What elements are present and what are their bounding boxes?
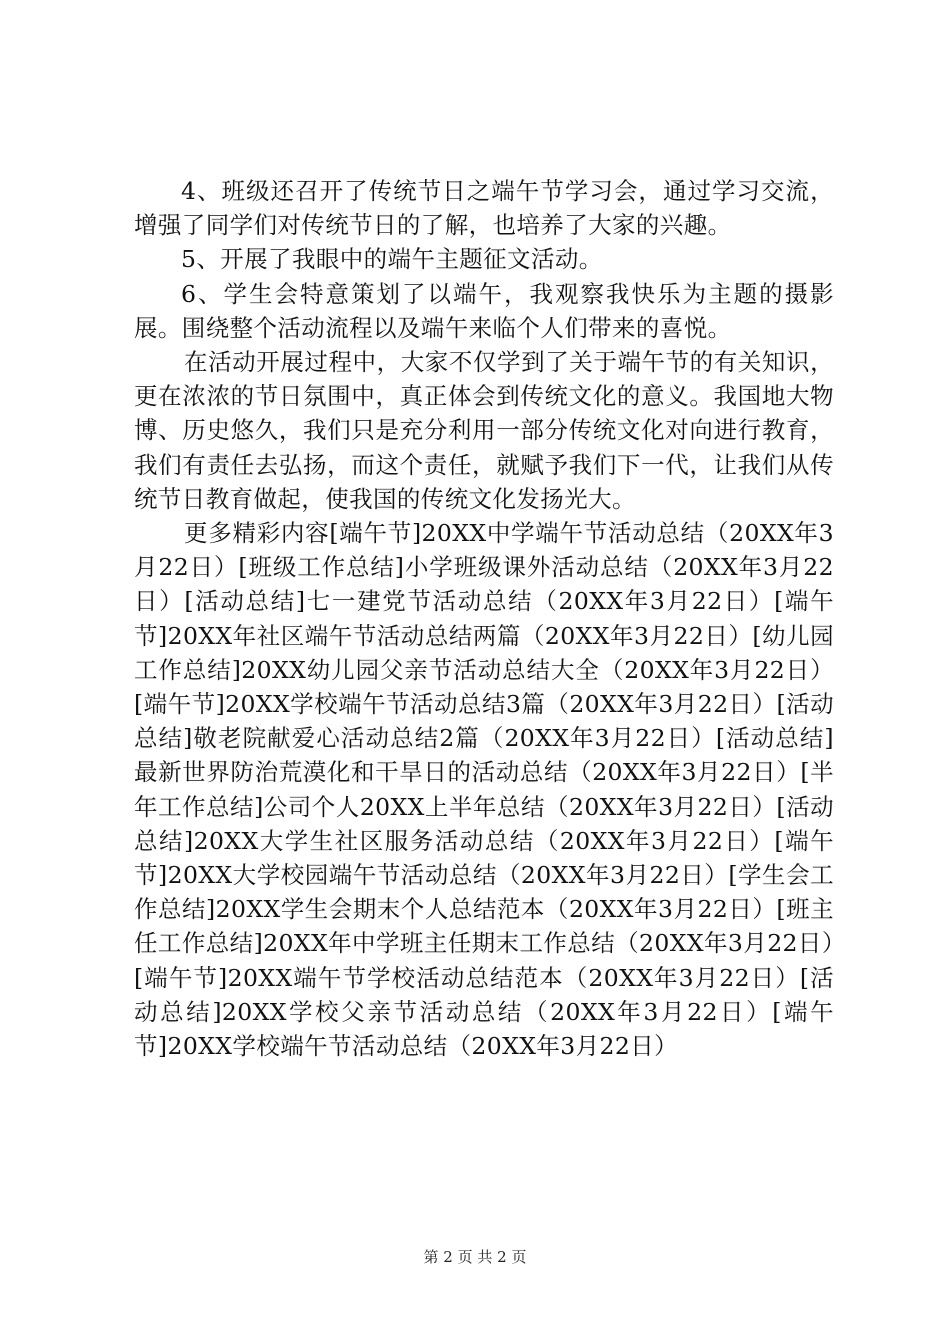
paragraph-item-4: 4、班级还召开了传统节日之端午节学习会，通过学习交流，增强了同学们对传统节日的了解，也培养了大家的兴趣。 bbox=[134, 177, 834, 240]
paragraph-related-links: 更多精彩内容[端午节]20XX中学端午节活动总结（20XX年3月22日）[班级工作总结]小学班级课外活动总结（20XX年3月22日）[活动总结]七一建党节活动总结（20XX年3月22日）[端午节]20XX年社区端午节活动总结两篇（20XX年3月22日）[幼儿园工作总结]20XX幼儿园父亲节活动总结大全（20XX年3月22日）[端午节]20XX学校端午节活动总结3篇（20XX年3月22日）[活动总结]敬老院献爱心活动总结2篇（20XX年3月22日）[活动总结]最新世界防治荒漠化和干旱日的活动总结（20XX年3月22日）[半年工作总结]公司个人20XX上半年总结（20XX年3月22日）[活动总结]20XX大学生社区服务活动总结（20XX年3月22日）[端午节]20XX大学校园端午节活动总结（20XX年3月22日）[学生会工作总结]20XX学生会期末个人总结范本（20XX年3月22日）[班主任工作总结]20XX年中学班主任期末工作总结（20XX年3月22日）[端午节]20XX端午节学校活动总结范本（20XX年3月22日）[活动总结]20XX学校父亲节活动总结（20XX年3月22日）[端午节]20XX学校端午节活动总结（20XX年3月22日） bbox=[134, 519, 834, 1061]
paragraph-summary: 在活动开展过程中，大家不仅学到了关于端午节的有关知识，更在浓浓的节日氛围中，真正体会到传统文化的意义。我国地大物博、历史悠久，我们只是充分利用一部分传统文化对向进行教育，我们有责任去弘扬，而这个责任，就赋予我们下一代，让我们从传统节日教育做起，使我国的传统文化发扬光大。 bbox=[134, 348, 834, 513]
paragraph-item-6: 6、学生会特意策划了以端午，我观察我快乐为主题的摄影展。围绕整个活动流程以及端午来临个人们带来的喜悦。 bbox=[134, 279, 834, 342]
page-footer: 第 2 页 共 2 页 bbox=[423, 1248, 527, 1266]
paragraph-item-5: 5、开展了我眼中的端午主题征文活动。 bbox=[181, 245, 603, 274]
document-body bbox=[134, 174, 834, 1063]
